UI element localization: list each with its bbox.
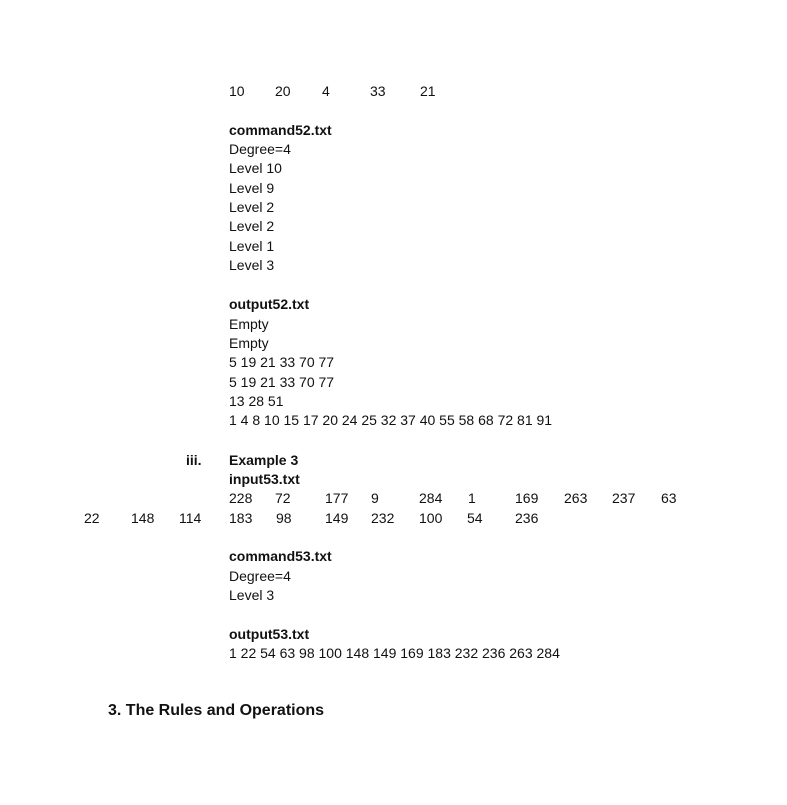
output52-filename: output52.txt (229, 296, 310, 312)
input-value: 149 (325, 510, 349, 526)
example3-roman-numeral: iii. (186, 452, 202, 468)
input-value: 21 (420, 83, 436, 99)
input-value: 1 (468, 490, 476, 506)
input-value: 148 (131, 510, 155, 526)
input-value: 284 (419, 490, 443, 506)
input-value: 183 (229, 510, 253, 526)
input-value: 98 (276, 510, 292, 526)
output52-line: Empty (229, 316, 269, 332)
input-value: 72 (275, 490, 291, 506)
command52-line: Degree=4 (229, 141, 291, 157)
input53-filename: input53.txt (229, 471, 300, 487)
input-value: 236 (515, 510, 539, 526)
example3-title: Example 3 (229, 452, 299, 468)
output52-line: 5 19 21 33 70 77 (229, 354, 335, 370)
command52-line: Level 3 (229, 257, 275, 273)
command52-line: Level 10 (229, 160, 282, 176)
input-value: 9 (371, 490, 379, 506)
input-value: 100 (419, 510, 443, 526)
input-value: 237 (612, 490, 636, 506)
command52-filename: command52.txt (229, 122, 332, 138)
section-heading: 3. The Rules and Operations (108, 702, 325, 719)
input-value: 54 (467, 510, 483, 526)
input-value: 22 (84, 510, 100, 526)
input-value: 20 (275, 83, 291, 99)
command53-line: Level 3 (229, 587, 275, 603)
input-value: 33 (370, 83, 386, 99)
input-value: 169 (515, 490, 539, 506)
input-value: 263 (564, 490, 588, 506)
command52-line: Level 2 (229, 199, 275, 215)
input-value: 10 (229, 83, 245, 99)
output52-line: 13 28 51 (229, 393, 284, 409)
output52-line: 1 4 8 10 15 17 20 24 25 32 37 40 55 58 68 72 81 91 (229, 412, 553, 428)
input-value: 232 (371, 510, 395, 526)
input-value: 63 (661, 490, 677, 506)
output53-line: 1 22 54 63 98 100 148 149 169 183 232 236 263 284 (229, 645, 560, 661)
input-value: 114 (179, 510, 202, 526)
command52-line: Level 1 (229, 238, 275, 254)
command53-filename: command53.txt (229, 548, 332, 564)
command52-line: Level 9 (229, 180, 275, 196)
command52-line: Level 2 (229, 218, 275, 234)
output52-line: 5 19 21 33 70 77 (229, 374, 335, 390)
command53-line: Degree=4 (229, 568, 291, 584)
output52-line: Empty (229, 335, 269, 351)
input-value: 4 (322, 83, 330, 99)
output53-filename: output53.txt (229, 626, 310, 642)
input-value: 177 (325, 490, 349, 506)
input-value: 228 (229, 490, 253, 506)
